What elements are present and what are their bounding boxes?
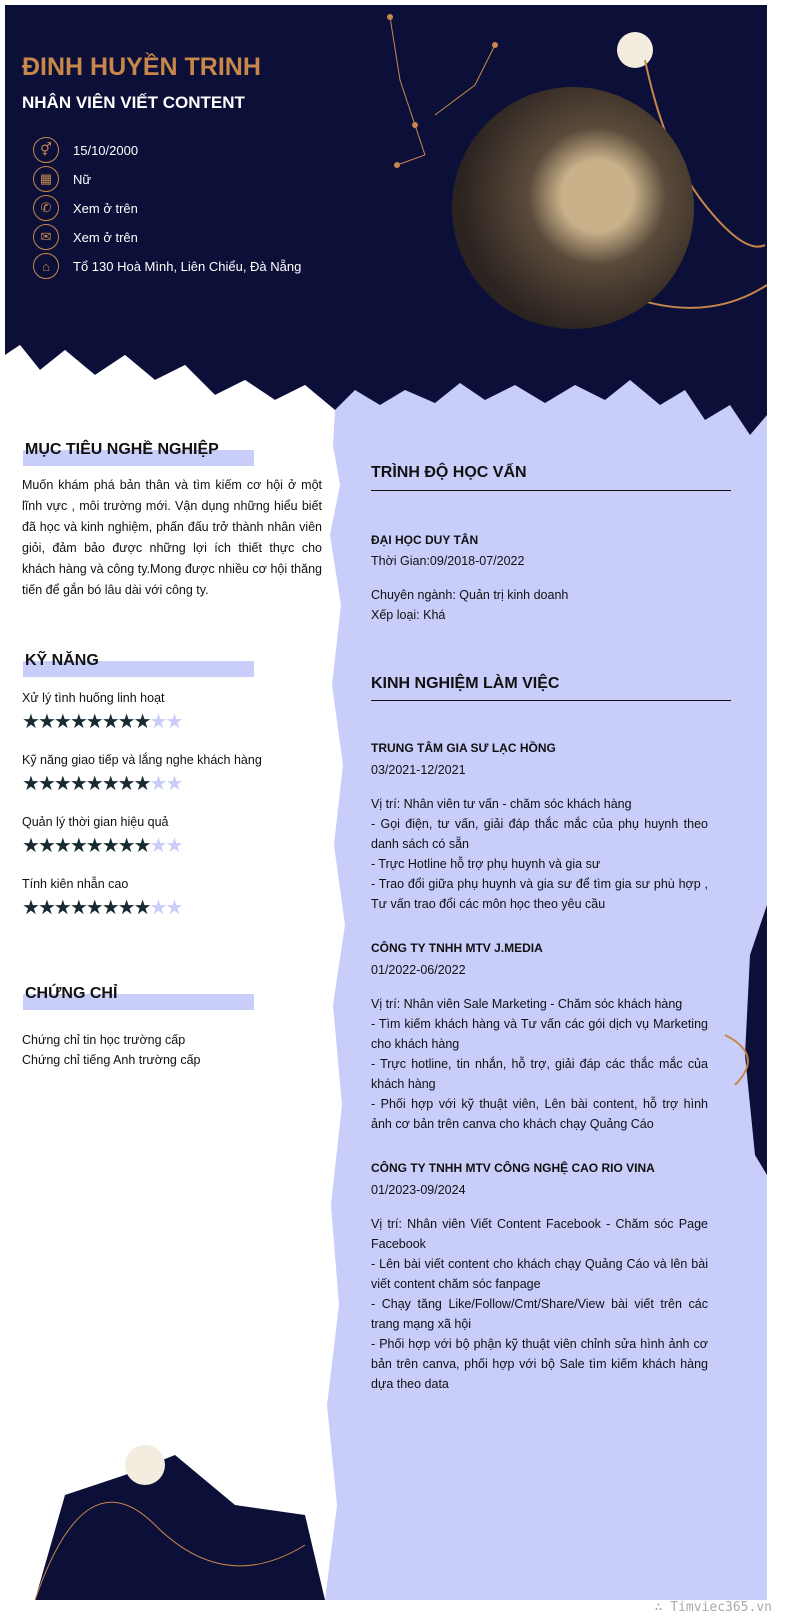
star-icon: ★ (149, 835, 166, 857)
education-time: Thời Gian:09/2018-07/2022 (371, 554, 525, 568)
certificate-item: Chứng chỉ tiếng Anh trường cấp (22, 1053, 201, 1067)
job-line: - Trao đổi giữa phụ huynh và gia sư để tìm gia sư phù hợp , Tư vấn trao đổi các môn học theo yêu cầu (371, 877, 708, 911)
experience-heading: KINH NGHIỆM LÀM VIỆC (371, 675, 560, 692)
job-line: - Phối hợp với kỹ thuật viên, Lên bài content, hỗ trợ hình ảnh cơ bản trên canva cho khách chạy Quảng Cáo (371, 1097, 708, 1131)
dob-text: 15/10/2000 (73, 142, 139, 158)
star-icon: ★ (85, 773, 102, 795)
watermark: ∴ Timviec365.vn (654, 1600, 772, 1615)
certificate-item: Chứng chỉ tin học trường cấp (22, 1033, 186, 1047)
job-description (371, 794, 708, 914)
company-name: CÔNG TY TNHH MTV CÔNG NGHỆ CAO RIO VINA (371, 1161, 655, 1175)
star-icon: ★ (165, 897, 182, 919)
skill-rating (22, 709, 181, 734)
job-time: 01/2022-06/2022 (371, 963, 466, 977)
address-text: Tổ 130 Hoà Mình, Liên Chiểu, Đà Nẵng (73, 258, 302, 274)
star-icon: ★ (149, 773, 166, 795)
star-icon: ★ (22, 773, 38, 795)
gender-text: Nữ (73, 171, 92, 187)
info-phone (33, 195, 138, 221)
star-icon: ★ (133, 773, 150, 795)
job-line: - Lên bài viết content cho khách chạy Quảng Cáo và lên bài viết content chăm sóc fanpage (371, 1257, 708, 1291)
star-icon: ★ (117, 835, 134, 857)
education-major: Chuyên ngành: Quản trị kinh doanh (371, 588, 569, 602)
star-icon: ★ (69, 711, 86, 733)
job-description (371, 1214, 708, 1394)
star-icon: ★ (69, 897, 86, 919)
email-text: Xem ở trên (73, 229, 138, 245)
star-icon: ★ (37, 835, 54, 857)
star-icon: ★ (22, 897, 38, 919)
star-icon: ★ (117, 773, 134, 795)
gender-icon: ⚥ (33, 137, 59, 163)
star-icon: ★ (85, 835, 102, 857)
star-icon: ★ (69, 773, 86, 795)
job-line: - Trực Hotline hỗ trợ phụ huynh và gia sư (371, 857, 601, 871)
info-address (33, 253, 301, 279)
star-icon: ★ (53, 897, 70, 919)
info-dob (33, 137, 138, 163)
star-icon: ★ (149, 711, 166, 733)
star-icon: ★ (22, 835, 38, 857)
skill-rating (22, 771, 181, 796)
job-line: Vị trí: Nhân viên tư vấn - chăm sóc khách hàng (371, 797, 632, 811)
star-icon: ★ (37, 711, 54, 733)
star-icon: ★ (101, 711, 118, 733)
job-line: - Tìm kiếm khách hàng và Tư vấn các gói dịch vụ Marketing cho khách hàng (371, 1017, 708, 1051)
calendar-icon: ▦ (33, 166, 59, 192)
star-icon: ★ (101, 835, 118, 857)
star-icon: ★ (165, 711, 182, 733)
email-icon: ✉ (33, 224, 59, 250)
company-name: TRUNG TÂM GIA SƯ LẠC HỒNG (371, 741, 556, 755)
star-icon: ★ (117, 897, 134, 919)
education-heading: TRÌNH ĐỘ HỌC VẤN (371, 464, 527, 481)
resume (5, 5, 767, 1600)
star-icon: ★ (149, 897, 166, 919)
job-line: Vị trí: Nhân viên Viết Content Facebook - Chăm sóc Page Facebook (371, 1217, 708, 1251)
candidate-name: ĐINH HUYỀN TRINH (22, 53, 261, 81)
star-icon: ★ (37, 897, 54, 919)
star-icon: ★ (133, 835, 150, 857)
profile-photo (452, 87, 694, 329)
star-icon: ★ (37, 773, 54, 795)
home-icon: ⌂ (33, 253, 59, 279)
education-grade: Xếp loại: Khá (371, 608, 446, 622)
info-email (33, 224, 138, 250)
skill-name: Tính kiên nhẫn cao (22, 877, 129, 891)
school-name: ĐẠI HỌC DUY TÂN (371, 533, 479, 547)
job-line: - Gọi điện, tư vấn, giải đáp thắc mắc của phụ huynh theo danh sách có sẵn (371, 817, 708, 851)
star-icon: ★ (53, 773, 70, 795)
star-icon: ★ (101, 773, 118, 795)
phone-text: Xem ở trên (73, 200, 138, 216)
skill-name: Kỹ năng giao tiếp và lắng nghe khách hàng (22, 753, 262, 767)
phone-icon: ✆ (33, 195, 59, 221)
info-gender (33, 166, 91, 192)
job-line: - Trực hotline, tin nhắn, hỗ trợ, giải đáp các thắc mắc của khách hàng (371, 1057, 708, 1091)
star-icon: ★ (53, 835, 70, 857)
certificates-heading: CHỨNG CHỈ (25, 985, 118, 1002)
star-icon: ★ (22, 711, 38, 733)
job-line: - Chạy tăng Like/Follow/Cmt/Share/View bài viết trên các trang mạng xã hội (371, 1297, 708, 1331)
star-icon: ★ (165, 835, 182, 857)
star-icon: ★ (85, 897, 102, 919)
objective-text: Muốn khám phá bản thân và tìm kiếm cơ hội ở một lĩnh vực , môi trường mới. Vận dụng những hiểu biết đã học và kinh nghiệm, phấn đấu trở thành nhân viên giỏi, đảm bảo được những lợi ích thiết thực cho khách hàng và công ty.Mong được nhiều cơ hội thăng tiến để gắn bó lâu dài với công ty. (22, 478, 322, 597)
objective-heading: MỤC TIÊU NGHỀ NGHIỆP (25, 441, 219, 458)
job-time: 03/2021-12/2021 (371, 763, 466, 777)
job-title: NHÂN VIÊN VIẾT CONTENT (22, 93, 245, 112)
star-icon: ★ (133, 711, 150, 733)
company-name: CÔNG TY TNHH MTV J.MEDIA (371, 941, 543, 955)
skills-heading: KỸ NĂNG (25, 652, 99, 669)
job-line: - Phối hợp với bộ phận kỹ thuật viên chỉnh sửa hình ảnh cơ bản trên canva, phối hợp với bộ Sale tìm kiếm khách hàng dựa theo data (371, 1337, 708, 1391)
job-line: Vị trí: Nhân viên Sale Marketing - Chăm sóc khách hàng (371, 997, 683, 1011)
star-icon: ★ (117, 711, 134, 733)
star-icon: ★ (165, 773, 182, 795)
star-icon: ★ (133, 897, 150, 919)
job-time: 01/2023-09/2024 (371, 1183, 466, 1197)
skill-name: Xử lý tình huống linh hoạt (22, 691, 165, 705)
skill-rating (22, 895, 181, 920)
skill-rating (22, 833, 181, 858)
star-icon: ★ (53, 711, 70, 733)
star-icon: ★ (85, 711, 102, 733)
star-icon: ★ (69, 835, 86, 857)
job-description (371, 994, 708, 1134)
star-icon: ★ (101, 897, 118, 919)
skill-name: Quản lý thời gian hiệu quả (22, 815, 169, 829)
